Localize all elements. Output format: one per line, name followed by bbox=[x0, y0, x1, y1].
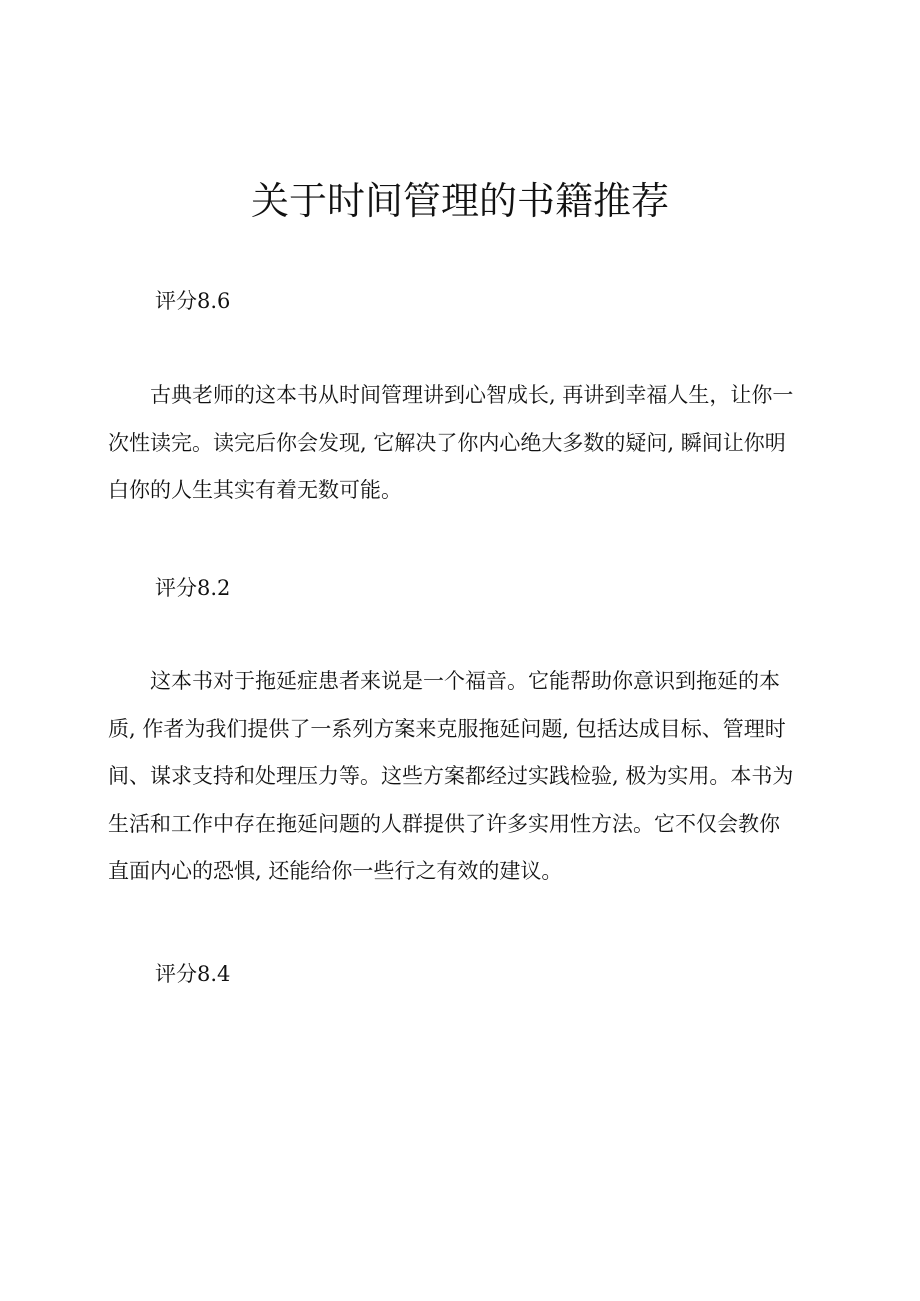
page-title: 关于时间管理的书籍推荐 bbox=[250, 179, 669, 223]
paragraph-line: 直面内心的恐惧, 还能给你一些行之有效的建议。 bbox=[108, 859, 563, 883]
paragraph-line: 质, 作者为我们提供了一系列方案来克服拖延问题, 包括达成目标、管理时 bbox=[108, 716, 786, 741]
rating-label-2: 评分8.2 bbox=[155, 576, 231, 600]
paragraph-1 bbox=[108, 372, 820, 515]
rating-label-3: 评分8.4 bbox=[155, 962, 231, 986]
paragraph-line: 这本书对于拖延症患者来说是一个福音。它能帮助你意识到拖延的本 bbox=[108, 669, 780, 693]
paragraph-2 bbox=[108, 658, 820, 896]
rating-label-1: 评分8.6 bbox=[155, 289, 231, 313]
paragraph-line: 次性读完。读完后你会发现, 它解决了你内心绝大多数的疑问, 瞬间让你明 bbox=[108, 430, 786, 455]
paragraph-line: 间、谋求支持和处理压力等。这些方案都经过实践检验, 极为实用。本书为 bbox=[108, 764, 794, 788]
paragraph-line: 生活和工作中存在拖延问题的人群提供了许多实用性方法。它不仅会教你 bbox=[108, 811, 780, 836]
paragraph-line: 白你的人生其实有着无数可能。 bbox=[108, 478, 402, 502]
paragraph-line: 古典老师的这本书从时间管理讲到心智成长, 再讲到幸福人生，让你一 bbox=[108, 383, 794, 407]
